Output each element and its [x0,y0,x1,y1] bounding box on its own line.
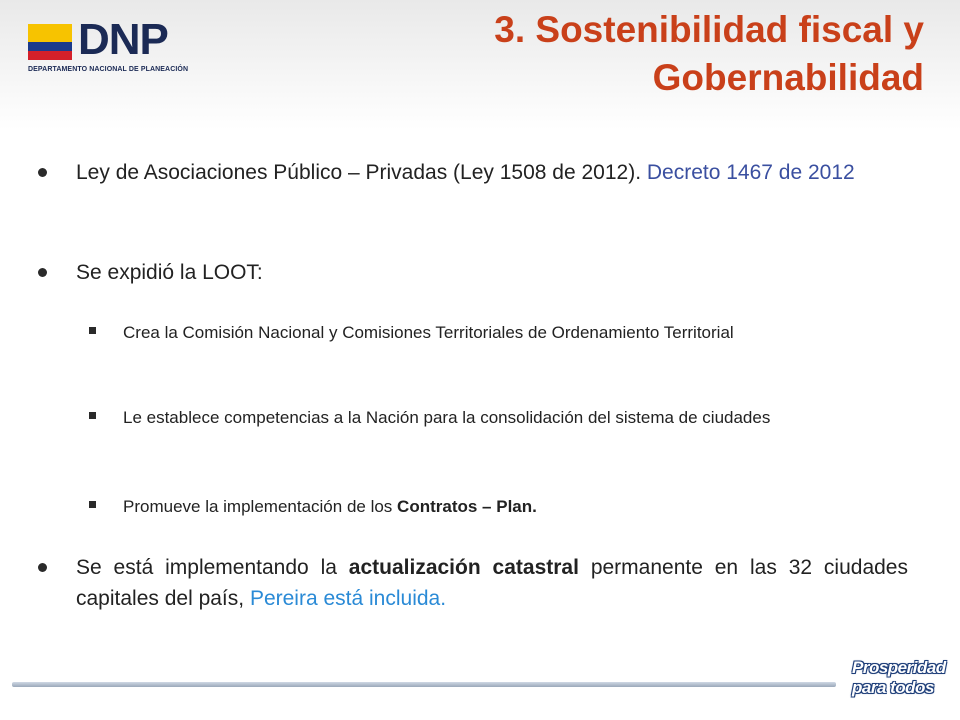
sub-bullet-text: Le establece competencias a la Nación para la consolidación del sistema de ciudades [123,408,771,427]
bullet-item [76,552,908,614]
bullet-bold: actualización catastral [348,556,579,579]
sub-bullet-text: Crea la Comisión Nacional y Comisiones Territoriales de Ordenamiento Territorial [123,323,734,342]
bullet-dot-icon [38,563,47,572]
bullet-text: Ley de Asociaciones Público – Privadas (Ley 1508 de 2012). [76,161,642,184]
bullet-dot-icon [38,268,47,277]
bullet-item [76,157,908,188]
square-bullet-icon [89,327,96,334]
sub-bullet-text: Promueve la implementación de los [123,497,393,516]
bullet-text: Se está implementando la [76,556,337,579]
square-bullet-icon [89,501,96,508]
slide-title-line2: Gobernabilidad [652,57,924,98]
decree-reference: Decreto 1467 de 2012 [646,161,855,184]
pereira-highlight: Pereira está incluida. [249,587,447,610]
sub-bullet-item [123,493,908,521]
logo-text: DNP [78,15,168,64]
bullet-item [76,257,908,288]
slide-title-line1: 3. Sostenibilidad fiscal y [494,9,924,50]
sub-bullet-bold: Contratos – Plan. [397,497,537,516]
logo-subtitle: DEPARTAMENTO NACIONAL DE PLANEACIÓN [28,66,189,73]
footer-divider [12,682,836,687]
badge-line1: Prosperidad [852,658,946,677]
sub-bullet-item [123,404,908,432]
bullet-text: Se expidió la LOOT: [76,261,263,284]
prosperidad-logo [850,658,946,704]
badge-line2: para todos [852,678,934,697]
square-bullet-icon [89,412,96,419]
sub-bullet-item [123,319,908,347]
bullet-text-after: permanente en las 32 ciudades capitales del país, [76,556,908,610]
bullet-dot-icon [38,168,47,177]
